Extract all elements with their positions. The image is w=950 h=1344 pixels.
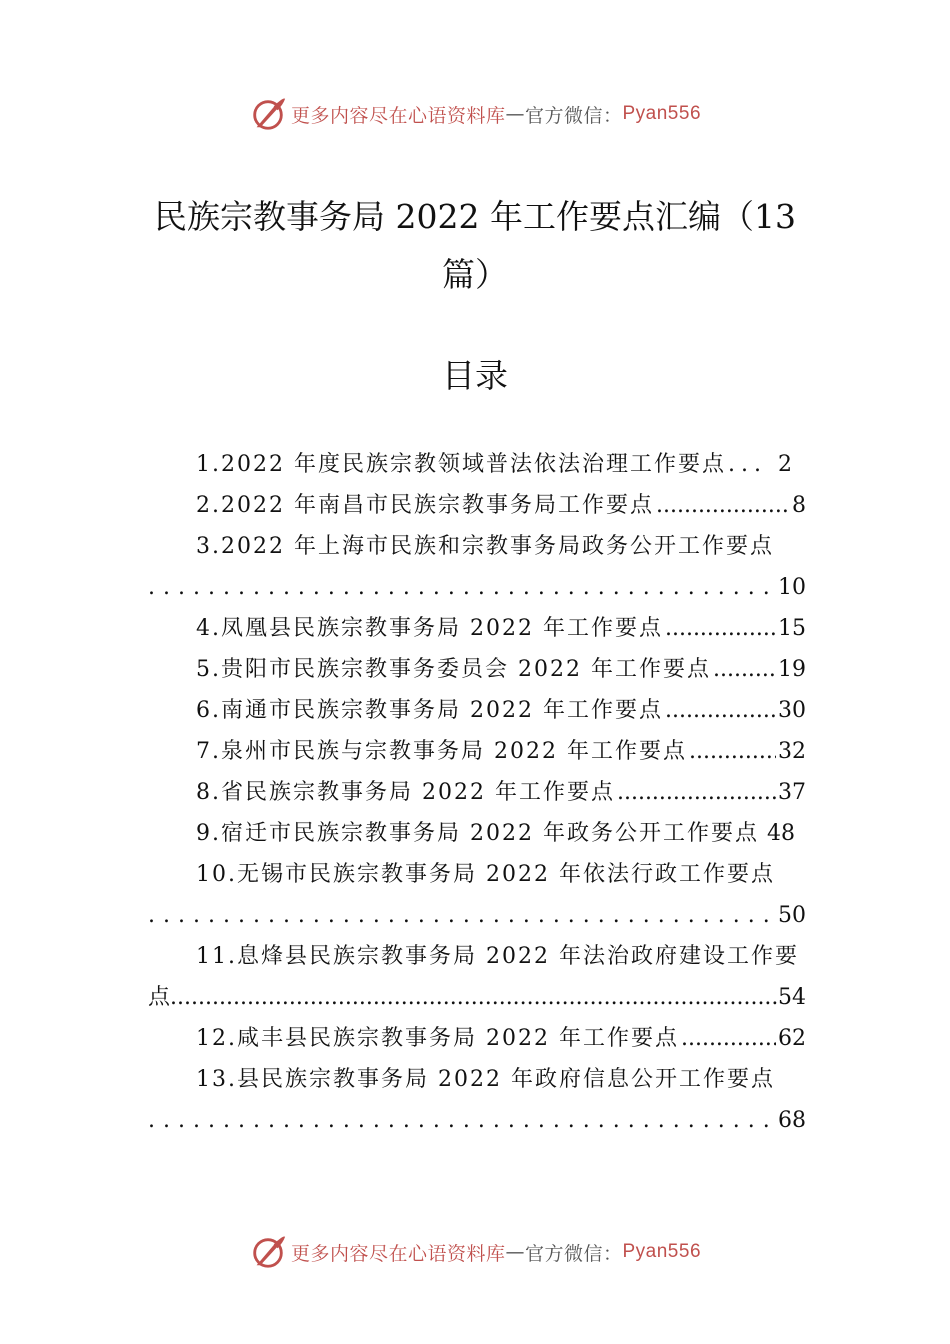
toc-entry-page: 50 (778, 903, 806, 928)
toc-entry[interactable] (148, 854, 806, 936)
banner-wechat-label: 官方微信： (524, 104, 623, 127)
toc-leader (148, 1100, 772, 1141)
toc-entry-title: 2.2022 年南昌市民族宗教事务局工作要点 (196, 493, 654, 518)
toc-leader (689, 731, 776, 772)
toc-entry-page: 48 (766, 821, 795, 846)
banner-wechat-id: Pyan556 (622, 103, 702, 124)
toc-entry-title: 5.贵阳市民族宗教事务委员会 2022 年工作要点 (196, 657, 711, 682)
banner-wechat-id: Pyan556 (622, 1241, 702, 1262)
toc-leader (148, 895, 772, 936)
toc-leader (170, 977, 778, 1018)
toc-leader (665, 608, 776, 649)
toc-leader (148, 567, 772, 608)
toc-entry-page: 54 (778, 985, 806, 1010)
toc-entry-title: 12.咸丰县民族宗教事务局 2022 年工作要点 (196, 1026, 679, 1051)
quill-logo-icon (249, 1233, 287, 1271)
header-banner (0, 92, 950, 136)
banner-text: 更多内容尽在心语资料库 (290, 1242, 506, 1265)
toc-entry[interactable] (148, 526, 806, 608)
toc-entry[interactable] (148, 813, 806, 854)
toc-leader (665, 690, 776, 731)
banner-separator: — (505, 103, 525, 125)
toc-entry[interactable] (148, 1018, 806, 1059)
banner-separator: — (505, 1241, 525, 1263)
toc-entry[interactable] (148, 690, 806, 731)
toc-entry-title: 6.南通市民族宗教事务局 2022 年工作要点 (196, 698, 663, 723)
toc-entry-page: 62 (778, 1026, 806, 1051)
toc-entry[interactable] (148, 1059, 806, 1141)
toc-leader (681, 1018, 776, 1059)
toc-entry-page: 19 (778, 657, 806, 682)
toc-entry-title: 9.宿迁市民族宗教事务局 2022 年政务公开工作要点 (196, 821, 759, 846)
toc-entry-page: 30 (778, 698, 806, 723)
toc-entry-page: 68 (778, 1108, 806, 1133)
toc-entry-title: 1.2022 年度民族宗教领域普法依法治理工作要点 (196, 452, 726, 477)
quill-logo-icon (249, 95, 287, 133)
toc-entry-title-continued: 点 (148, 985, 171, 1010)
toc-entry[interactable] (148, 444, 806, 485)
banner-text: 更多内容尽在心语资料库 (290, 104, 506, 127)
banner-wechat-label: 官方微信： (524, 1242, 623, 1265)
toc-entry[interactable] (148, 772, 806, 813)
toc-entry-title: 8.省民族宗教事务局 2022 年工作要点 (196, 780, 615, 805)
toc-entry[interactable] (148, 731, 806, 772)
toc-entry-page: 8 (792, 493, 806, 518)
document-title: 民族宗教事务局 2022 年工作要点汇编（13 篇） (154, 197, 796, 294)
toc-entry-title: 11.息烽县民族宗教事务局 2022 年法治政府建设工作要 (196, 944, 799, 969)
toc-entry-page: 32 (778, 739, 806, 764)
toc-entry-title: 10.无锡市民族宗教事务局 2022 年依法行政工作要点 (196, 862, 775, 887)
toc-entry-title: 3.2022 年上海市民族和宗教事务局政务公开工作要点 (196, 534, 774, 559)
toc-entry[interactable] (148, 608, 806, 649)
toc-heading: 目录 (442, 356, 508, 395)
toc-entry-page: 37 (778, 780, 806, 805)
toc-entry[interactable] (148, 485, 806, 526)
toc-entry-page: 15 (778, 616, 806, 641)
toc-entry-title: 13.县民族宗教事务局 2022 年政府信息公开工作要点 (196, 1067, 775, 1092)
footer-banner (0, 1230, 950, 1274)
toc-entry-page: 2 (777, 452, 792, 477)
toc-leader (617, 772, 776, 813)
toc-leader (713, 649, 776, 690)
toc-entry-title: 4.凤凰县民族宗教事务局 2022 年工作要点 (196, 616, 663, 641)
toc-entry[interactable] (148, 936, 806, 1018)
toc-leader (728, 444, 768, 485)
toc-entry[interactable] (148, 649, 806, 690)
toc-entry-page: 10 (778, 575, 806, 600)
table-of-contents (148, 444, 806, 1141)
toc-entry-title: 7.泉州市民族与宗教事务局 2022 年工作要点 (196, 739, 687, 764)
toc-leader (656, 485, 790, 526)
